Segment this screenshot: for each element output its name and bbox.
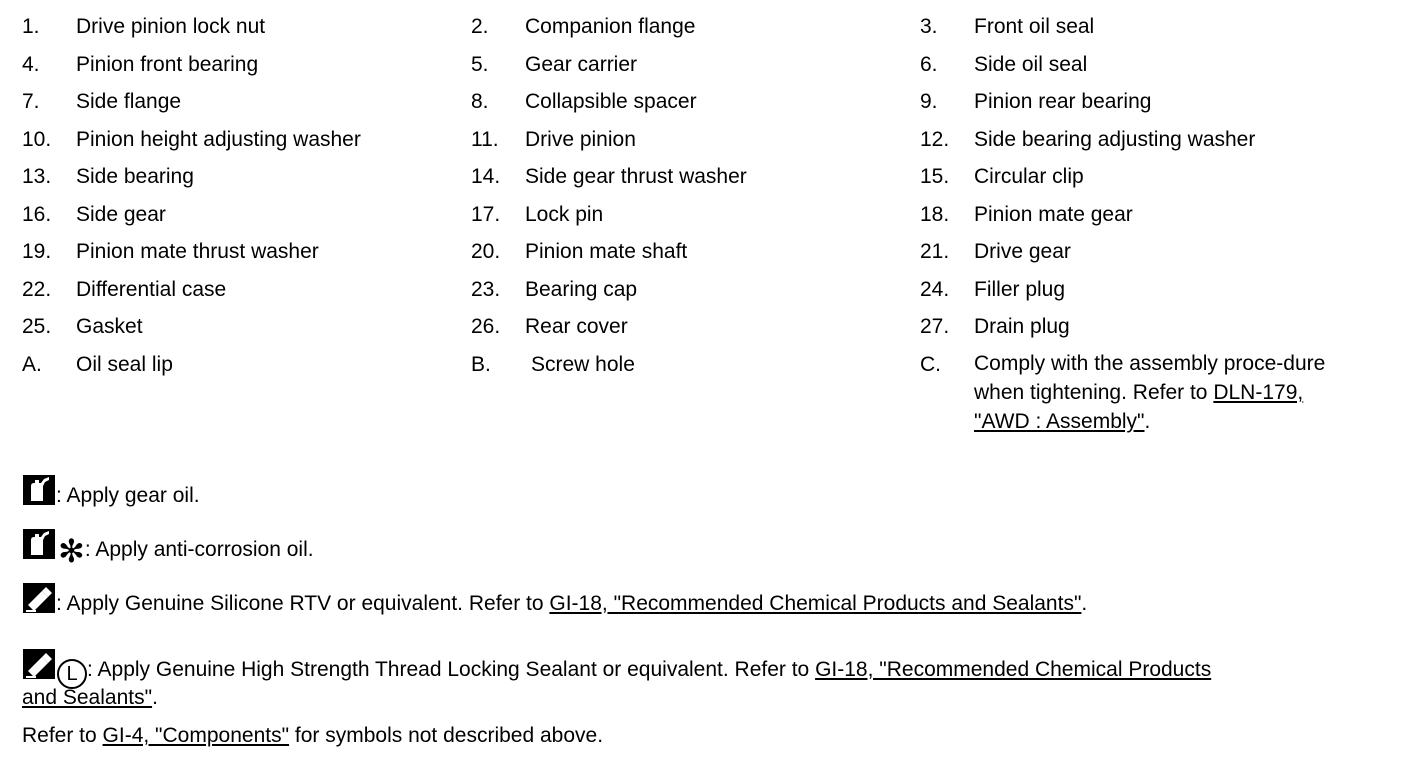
item-number: 23. — [471, 277, 501, 301]
anti-corrosion-text: : Apply anti-corrosion oil. — [84, 538, 314, 561]
item-number: 18. — [920, 202, 950, 226]
legend-row — [22, 239, 1392, 277]
item-number: 4. — [22, 52, 40, 76]
parts-legend — [22, 14, 1392, 433]
item-number: 13. — [22, 165, 52, 188]
legend-row — [22, 202, 1392, 240]
legend-row — [22, 52, 1392, 90]
note-anti-corrosion — [22, 528, 314, 569]
item-label: Collapsible spacer — [525, 90, 697, 113]
gi-4-link[interactable]: GI-4, "Components" — [102, 724, 290, 747]
item-label: Front oil seal — [974, 15, 1095, 38]
item-number: 5. — [471, 52, 489, 76]
refer-suffix: for symbols not described above. — [289, 724, 604, 747]
legend-row — [22, 314, 1392, 352]
item-label: Side bearing adjusting washer — [974, 127, 1256, 151]
item-label: Gear carrier — [525, 52, 638, 76]
item-letter: A. — [22, 353, 42, 376]
item-letter: B. — [471, 353, 491, 376]
legend-row — [22, 14, 1392, 52]
item-number: 26. — [471, 315, 501, 338]
item-label: Lock pin — [525, 202, 604, 226]
item-letter: C. — [920, 353, 941, 376]
item-number: 11. — [471, 127, 499, 151]
legend-row — [22, 127, 1392, 165]
locking-symbol-icon: L — [57, 659, 87, 689]
item-number: 20. — [471, 240, 501, 263]
item-label: Pinion mate shaft — [525, 240, 688, 263]
item-number: 16. — [22, 202, 52, 226]
item-number: 21. — [920, 240, 950, 263]
item-label: Pinion front bearing — [76, 52, 259, 76]
item-number: 6. — [920, 52, 938, 76]
item-label: Filler plug — [974, 277, 1066, 301]
item-label: Screw hole — [531, 353, 635, 376]
item-label — [974, 349, 1364, 436]
item-label: Companion flange — [525, 15, 696, 38]
locking-text: : Apply Genuine High Strength Thread Locking Sealant or equivalent. Refer to — [87, 658, 816, 681]
gi-18-link[interactable]: GI-18, "Recommended Chemical Products and Sealants" — [549, 592, 1082, 615]
item-number: 3. — [920, 15, 938, 38]
rtv-text: : Apply Genuine Silicone RTV or equivalent. Refer to — [56, 592, 550, 615]
gi-18-link[interactable]: and Sealants" — [22, 686, 153, 709]
refer-prefix: Refer to — [22, 724, 103, 747]
legend-row — [22, 89, 1392, 127]
oil-can-icon — [22, 528, 56, 560]
sealant-tube-icon — [22, 582, 56, 614]
dln-179-link[interactable]: DLN-179, "AWD : Assembly" — [974, 381, 1304, 433]
item-label: Drive pinion — [525, 127, 636, 151]
asterisk-icon: ✻ — [58, 533, 85, 569]
assembly-note-text: Comply with the assembly proce-dure when tightening. Refer to — [974, 352, 1326, 404]
item-number: 12. — [920, 127, 950, 151]
item-label: Pinion mate thrust washer — [76, 240, 319, 263]
item-label: Bearing cap — [525, 277, 638, 301]
note-gear-oil — [22, 474, 200, 508]
legend-row — [22, 164, 1392, 202]
item-number: 8. — [471, 90, 489, 113]
item-number: 19. — [22, 240, 52, 263]
note-thread-locking — [22, 648, 1211, 689]
item-label: Drive pinion lock nut — [76, 15, 266, 38]
legend-row — [22, 277, 1392, 315]
sealant-tube-icon — [22, 648, 56, 680]
item-label: Pinion rear bearing — [974, 90, 1152, 113]
item-label: Drain plug — [974, 315, 1070, 338]
item-label: Drive gear — [974, 240, 1071, 263]
item-label: Side flange — [76, 90, 182, 113]
note-thread-locking-cont — [22, 685, 158, 710]
gi-18-link[interactable]: GI-18, "Recommended Chemical Products — [815, 658, 1212, 681]
item-number: 14. — [471, 165, 501, 188]
item-label: Pinion mate gear — [974, 202, 1133, 226]
item-label: Side oil seal — [974, 52, 1088, 76]
item-number: 1. — [22, 15, 40, 38]
item-label: Pinion height adjusting washer — [76, 127, 361, 151]
item-label: Side gear — [76, 202, 166, 226]
note-refer-components — [22, 723, 603, 748]
item-number: 17. — [471, 202, 501, 226]
item-number: 27. — [920, 315, 950, 338]
item-label: Side gear thrust washer — [525, 165, 747, 188]
item-number: 9. — [920, 90, 938, 113]
item-number: 7. — [22, 90, 40, 113]
oil-can-icon — [22, 474, 56, 506]
note-rtv — [22, 582, 1087, 616]
item-label: Rear cover — [525, 315, 628, 338]
item-label: Oil seal lip — [76, 353, 173, 376]
legend-row-letters — [22, 352, 1392, 433]
item-number: 24. — [920, 277, 950, 301]
item-number: 10. — [22, 127, 52, 151]
item-label: Circular clip — [974, 165, 1084, 188]
locking-tail: . — [152, 686, 158, 709]
item-label: Differential case — [76, 277, 227, 301]
item-number: 22. — [22, 277, 52, 301]
item-number: 2. — [471, 15, 489, 38]
gear-oil-text: : Apply gear oil. — [56, 484, 200, 507]
item-label: Gasket — [76, 315, 143, 338]
item-number: 15. — [920, 165, 950, 188]
item-number: 25. — [22, 315, 52, 338]
item-label: Side bearing — [76, 165, 194, 188]
assembly-note-tail: . — [1144, 410, 1151, 433]
rtv-tail: . — [1081, 592, 1088, 615]
